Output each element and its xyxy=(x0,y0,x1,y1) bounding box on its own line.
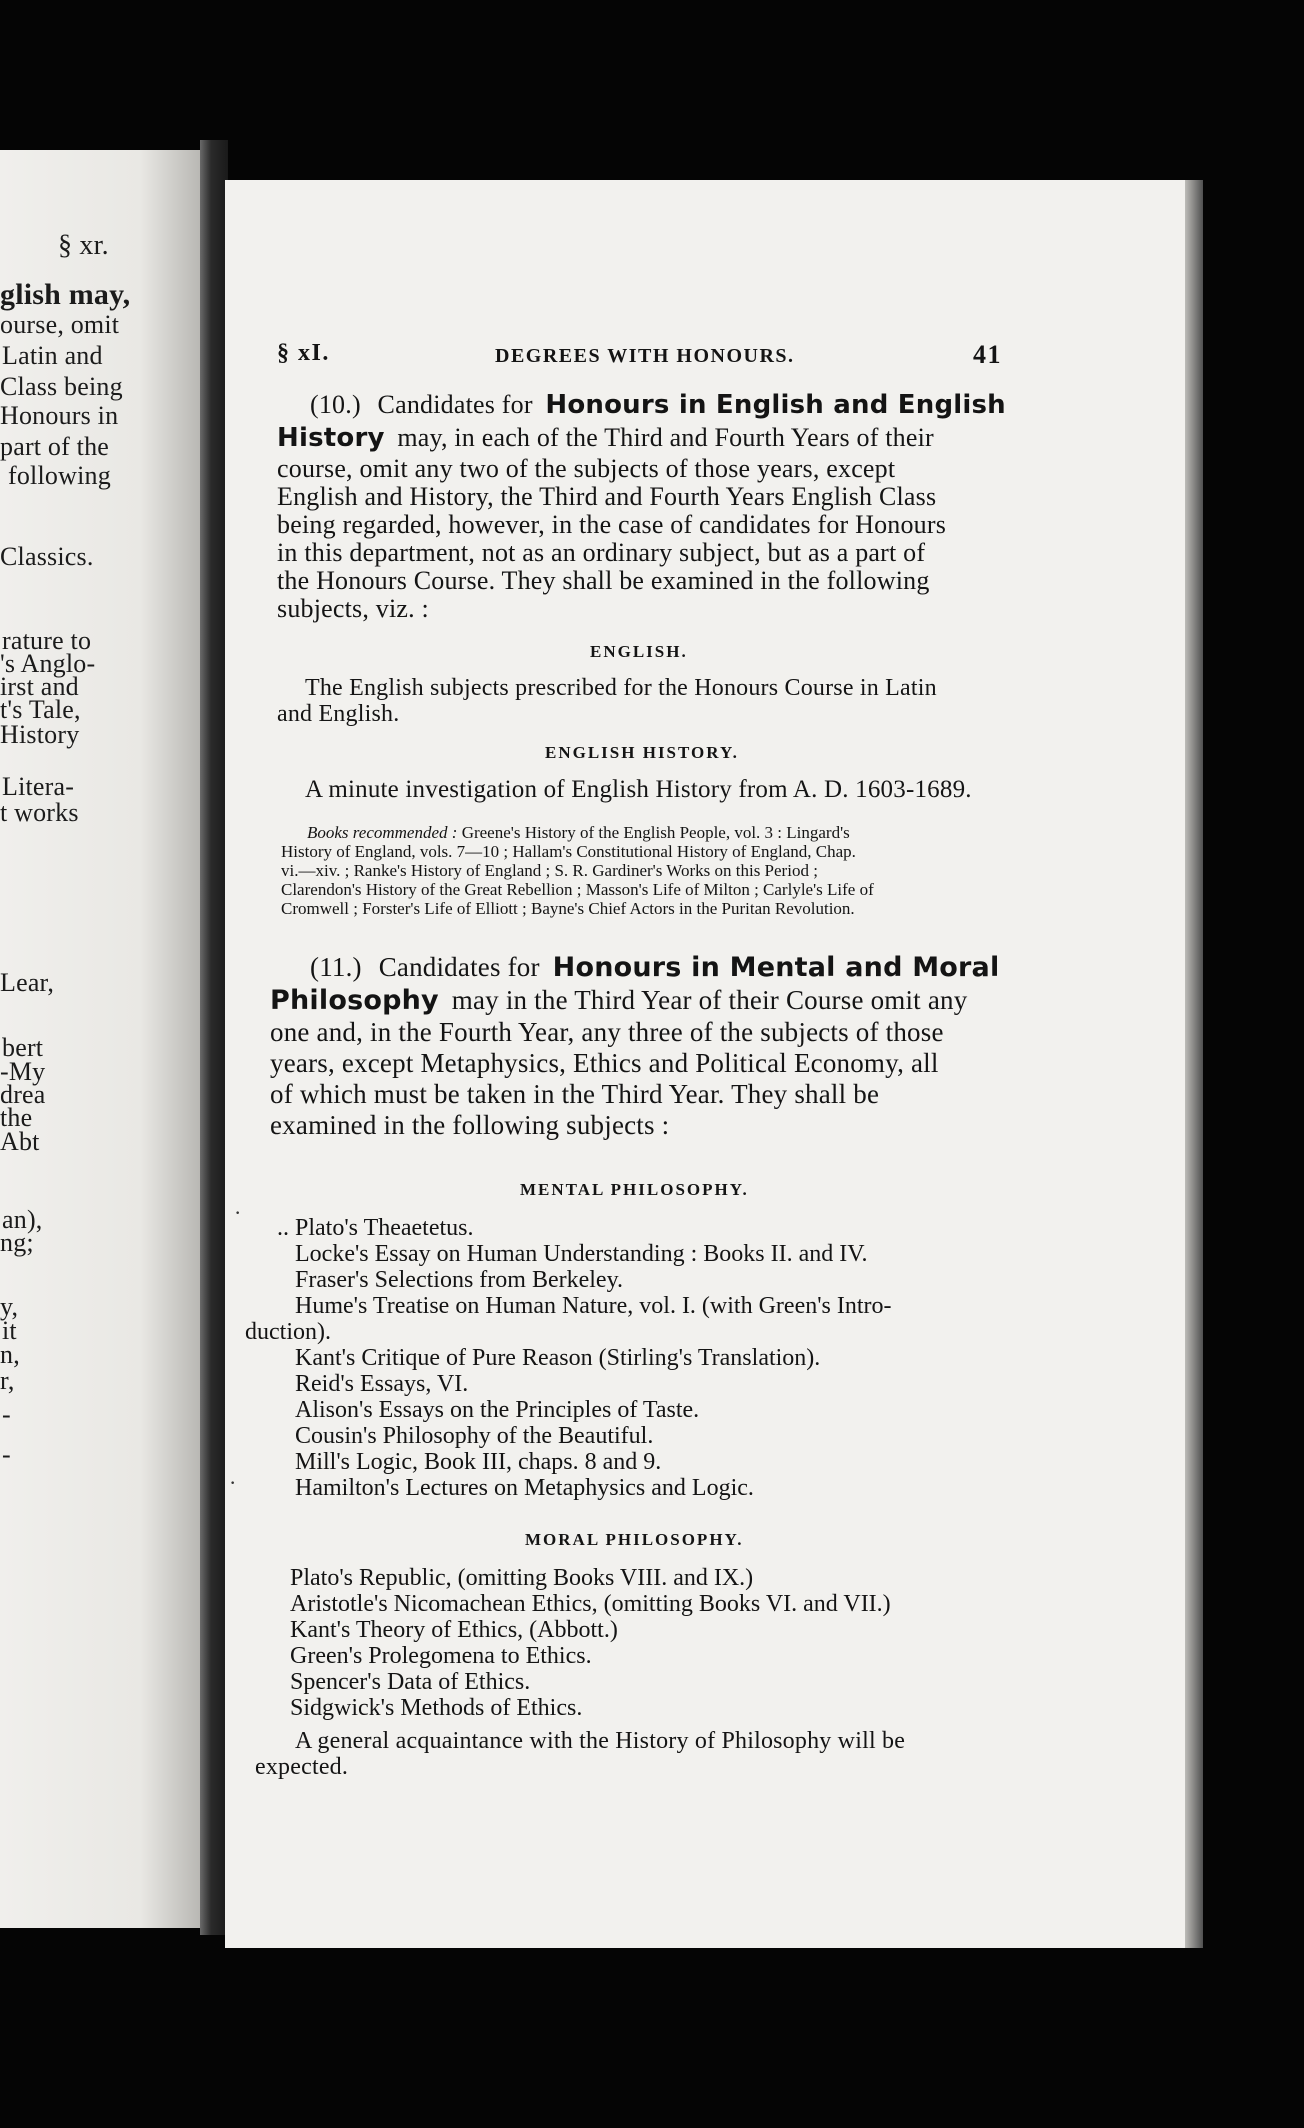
left-page-fragment: y, xyxy=(0,1292,19,1321)
para10-line1-rest: may, in each of the Third and Fourth Years of their xyxy=(397,423,934,452)
para10-lead: Candidates for xyxy=(377,390,533,419)
left-page-fragment: n, xyxy=(0,1340,20,1369)
page-edge-shadow xyxy=(1185,180,1203,1948)
mental-philosophy-heading: MENTAL PHILOSOPHY. xyxy=(520,1180,749,1199)
para11-bold-title: Honours in Mental and Moral xyxy=(552,952,1000,983)
left-page-fragment: following xyxy=(8,461,111,490)
left-page-fragment: Latin and xyxy=(2,341,103,370)
para11-line5: of which must be taken in the Third Year. They shall be xyxy=(270,1079,880,1109)
para10-number: (10.) xyxy=(310,390,361,419)
para10-line1 xyxy=(310,390,1006,420)
left-page-fragment: Honours in xyxy=(0,401,119,430)
mental-philosophy-item: Reid's Essays, VI. xyxy=(295,1371,469,1397)
mental-philosophy-item: duction). xyxy=(245,1319,331,1345)
right-page xyxy=(225,180,1197,1948)
moral-philosophy-heading: MORAL PHILOSOPHY. xyxy=(525,1530,744,1549)
left-page-fragment: the xyxy=(0,1103,33,1132)
para10-line4: English and History, the Third and Fourth Years English Class xyxy=(277,482,937,511)
left-page-fragment: - xyxy=(2,1440,11,1469)
mental-philosophy-item: Hamilton's Lectures on Metaphysics and Logic. xyxy=(295,1475,754,1501)
moral-philosophy-item: Kant's Theory of Ethics, (Abbott.) xyxy=(290,1617,618,1643)
books-line3: vi.—xiv. ; Ranke's History of England ; S. R. Gardiner's Works on this Period ; xyxy=(281,861,818,880)
left-page-fragment: t works xyxy=(0,798,79,827)
para10-line7: the Honours Course. They shall be examined in the following xyxy=(277,566,930,595)
moral-philosophy-item: Plato's Republic, (omitting Books VIII. and IX.) xyxy=(290,1565,754,1591)
para11-line4: years, except Metaphysics, Ethics and Political Economy, all xyxy=(270,1048,939,1078)
section-mark: § xI. xyxy=(277,340,330,366)
mental-philosophy-item: Fraser's Selections from Berkeley. xyxy=(295,1267,624,1293)
mental-philosophy-item: Hume's Treatise on Human Nature, vol. I. (with Green's Intro- xyxy=(295,1293,892,1319)
para10-line6: in this department, not as an ordinary subject, but as a part of xyxy=(277,538,926,567)
page-title: DEGREES WITH HONOURS. xyxy=(495,345,795,367)
para10-bold-history: History xyxy=(277,423,385,453)
para10-line5: being regarded, however, in the case of candidates for Honours xyxy=(277,510,947,539)
moral-philosophy-item: Sidgwick's Methods of Ethics. xyxy=(290,1695,583,1721)
books-label: Books recommended : xyxy=(307,823,458,842)
left-page-fragment: drea xyxy=(0,1080,46,1109)
english-line2: and English. xyxy=(277,701,400,727)
closing-line1: A general acquaintance with the History of Philosophy will be xyxy=(295,1728,906,1754)
para10-line3: course, omit any two of the subjects of those years, except xyxy=(277,454,896,483)
left-page-fragment: it xyxy=(2,1316,17,1345)
para11-line6: examined in the following subjects : xyxy=(270,1110,670,1140)
para11-line1-rest: may in the Third Year of their Course omit any xyxy=(451,985,968,1015)
para11-line1 xyxy=(310,952,999,983)
left-page-fragment: an), xyxy=(2,1205,43,1234)
english-history-heading: ENGLISH HISTORY. xyxy=(545,743,739,762)
para10-line8: subjects, viz. : xyxy=(277,594,429,623)
left-page-fragment: ourse, omit xyxy=(0,310,120,339)
english-heading: ENGLISH. xyxy=(590,642,688,661)
print-speck: · xyxy=(229,1470,237,1495)
left-page-fragment: -My xyxy=(0,1057,46,1086)
books-line2: History of England, vols. 7—10 ; Hallam's Constitutional History of England, Chap. xyxy=(281,842,856,861)
mental-philosophy-item: Locke's Essay on Human Understanding : Books II. and IV. xyxy=(295,1241,868,1267)
left-page-fragment: r, xyxy=(0,1366,15,1395)
left-page-fragment: Lear, xyxy=(0,968,55,997)
left-page-fragment: - xyxy=(2,1400,11,1429)
mental-philosophy-item: Cousin's Philosophy of the Beautiful. xyxy=(295,1423,654,1449)
para11-lead: Candidates for xyxy=(378,952,540,982)
books-line4: Clarendon's History of the Great Rebellion ; Masson's Life of Milton ; Carlyle's Life of xyxy=(281,880,874,899)
left-page-fragment: 's Anglo- xyxy=(0,649,96,678)
left-page-fragment: Classics. xyxy=(0,542,94,571)
english-history-line1: A minute investigation of English History from A. D. 1603-1689. xyxy=(305,776,972,803)
para10-bold-title: Honours in English and English xyxy=(545,390,1006,420)
left-page-fragment: Class being xyxy=(0,372,123,401)
para11-bold-philosophy: Philosophy xyxy=(270,985,439,1016)
moral-philosophy-item: Green's Prolegomena to Ethics. xyxy=(290,1643,592,1669)
books-line1 xyxy=(307,823,850,843)
left-page xyxy=(0,150,200,1928)
closing-line2: expected. xyxy=(255,1754,349,1780)
mental-philosophy-item: .. Plato's Theaetetus. xyxy=(277,1215,474,1241)
left-page-fragment: bert xyxy=(2,1033,44,1062)
para11-line2 xyxy=(270,985,967,1016)
left-page-fragment: rature to xyxy=(2,626,92,655)
left-page-fragment: t's Tale, xyxy=(0,695,81,724)
english-line1: The English subjects prescribed for the Honours Course in Latin xyxy=(305,675,937,701)
para10-line2 xyxy=(277,423,934,453)
moral-philosophy-item: Aristotle's Nicomachean Ethics, (omitting Books VI. and VII.) xyxy=(290,1591,891,1617)
book-spine xyxy=(200,140,228,1935)
mental-philosophy-item: Alison's Essays on the Principles of Taste. xyxy=(295,1397,700,1423)
books-line5: Cromwell ; Forster's Life of Elliott ; Bayne's Chief Actors in the Puritan Revolution. xyxy=(281,899,855,918)
mental-philosophy-item: Kant's Critique of Pure Reason (Stirling's Translation). xyxy=(295,1345,821,1371)
left-section-mark: § xr. xyxy=(58,230,109,261)
left-page-fragment: Abt xyxy=(0,1127,40,1156)
left-page-fragment: Litera- xyxy=(2,772,75,801)
moral-philosophy-item: Spencer's Data of Ethics. xyxy=(290,1669,531,1695)
books-text1: Greene's History of the English People, vol. 3 : Lingard's xyxy=(461,823,850,842)
page-number: 41 xyxy=(973,340,1002,369)
print-speck: · xyxy=(234,1200,242,1225)
left-page-fragment: part of the xyxy=(0,432,110,461)
left-page-fragment: ng; xyxy=(0,1228,34,1257)
left-page-fragment: History xyxy=(0,720,80,749)
para11-number: (11.) xyxy=(310,952,362,982)
left-page-fragment: glish may, xyxy=(0,278,131,311)
para11-line3: one and, in the Fourth Year, any three of the subjects of those xyxy=(270,1017,944,1047)
left-page-fragment: irst and xyxy=(0,672,79,701)
mental-philosophy-item: Mill's Logic, Book III, chaps. 8 and 9. xyxy=(295,1449,662,1475)
